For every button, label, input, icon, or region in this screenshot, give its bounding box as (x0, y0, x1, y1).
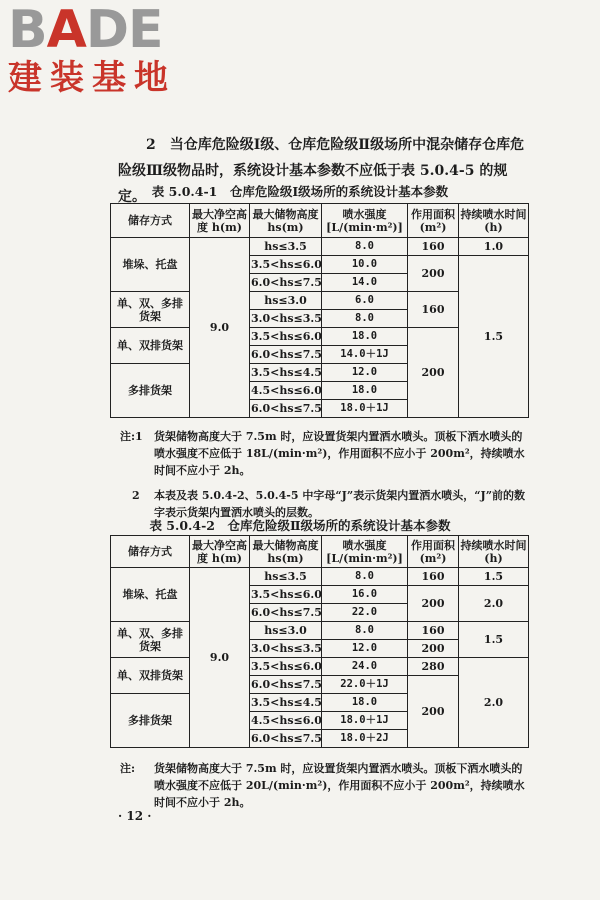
storage-height-cell: 3.0<hs≤3.5 (250, 640, 322, 658)
header-cell: 喷水强度 [L/(min·m²)] (322, 204, 408, 238)
header-cell: 作用面积 (m²) (408, 204, 459, 238)
storage-method-cell: 堆垛、托盘 (111, 238, 190, 292)
area-cell: 200 (408, 676, 459, 748)
storage-height-cell: 3.5<hs≤6.0 (250, 586, 322, 604)
intensity-cell: 8.0 (322, 238, 408, 256)
intensity-cell: 14.0 (322, 274, 408, 292)
table-row (111, 658, 529, 676)
header-cell: 最大储物高度 hs(m) (250, 204, 322, 238)
header-cell: 最大储物高度 hs(m) (250, 536, 322, 568)
table-row (111, 568, 529, 586)
storage-height-cell: 4.5<hs≤6.0 (250, 712, 322, 730)
intensity-cell: 8.0 (322, 622, 408, 640)
header-cell: 作用面积 (m²) (408, 536, 459, 568)
storage-height-cell: hs≤3.0 (250, 292, 322, 310)
storage-height-cell: hs≤3.5 (250, 238, 322, 256)
storage-height-cell: 6.0<hs≤7.5 (250, 604, 322, 622)
header-cell: 喷水强度 [L/(min·m²)] (322, 536, 408, 568)
storage-height-cell: 3.5<hs≤4.5 (250, 694, 322, 712)
intensity-cell: 18.0 (322, 328, 408, 346)
header-cell: 最大净空高度 h(m) (190, 536, 250, 568)
intensity-cell: 8.0 (322, 568, 408, 586)
table1 (110, 203, 529, 418)
intensity-cell: 16.0 (322, 586, 408, 604)
duration-cell: 1.5 (459, 568, 529, 586)
table-row (111, 238, 529, 256)
storage-height-cell: hs≤3.5 (250, 568, 322, 586)
storage-method-cell: 单、双、多排货架 (111, 622, 190, 658)
table-row (111, 622, 529, 640)
storage-method-cell: 多排货架 (111, 364, 190, 418)
area-cell: 160 (408, 568, 459, 586)
storage-height-cell: 6.0<hs≤7.5 (250, 346, 322, 364)
table1-notes (120, 428, 528, 521)
intensity-cell: 24.0 (322, 658, 408, 676)
intensity-cell: 12.0 (322, 640, 408, 658)
bade-logo (8, 0, 188, 98)
duration-cell: 2.0 (459, 586, 529, 622)
intensity-cell: 18.0＋1J (322, 712, 408, 730)
clause-paragraph: 2 当仓库危险级Ⅰ级、仓库危险级Ⅱ级场所中混杂储存仓库危险级Ⅲ级物品时，系统设计基本参数不应低于表 5.0.4-5 的规定。 (118, 137, 525, 205)
header-cell: 持续喷水时间(h) (459, 536, 529, 568)
header-cell: 持续喷水时间(h) (459, 204, 529, 238)
storage-height-cell: 6.0<hs≤7.5 (250, 274, 322, 292)
header-cell: 最大净空高度 h(m) (190, 204, 250, 238)
intensity-cell: 18.0 (322, 694, 408, 712)
area-cell: 200 (408, 256, 459, 292)
storage-height-cell: 3.5<hs≤6.0 (250, 328, 322, 346)
storage-height-cell: hs≤3.0 (250, 622, 322, 640)
intensity-cell: 10.0 (322, 256, 408, 274)
clearance-height-cell: 9.0 (190, 568, 250, 748)
storage-height-cell: 6.0<hs≤7.5 (250, 730, 322, 748)
duration-cell: 2.0 (459, 658, 529, 748)
page-number: · 12 · (118, 809, 152, 823)
storage-height-cell: 4.5<hs≤6.0 (250, 382, 322, 400)
table1-header-row (111, 204, 529, 238)
storage-height-cell: 3.5<hs≤6.0 (250, 256, 322, 274)
note-label: 注: (120, 762, 136, 775)
area-cell: 280 (408, 658, 459, 676)
area-cell: 160 (408, 238, 459, 256)
intensity-cell: 18.0 (322, 382, 408, 400)
table1-caption: 表 5.0.4-1 仓库危险级Ⅰ级场所的系统设计基本参数 (151, 184, 449, 199)
note-item (120, 760, 528, 811)
storage-height-cell: 3.5<hs≤6.0 (250, 658, 322, 676)
storage-method-cell: 多排货架 (111, 694, 190, 748)
storage-height-cell: 3.0<hs≤3.5 (250, 310, 322, 328)
header-cell: 储存方式 (111, 204, 190, 238)
area-cell: 160 (408, 622, 459, 640)
intensity-cell: 18.0＋1J (322, 400, 408, 418)
duration-cell: 1.5 (459, 256, 529, 418)
intensity-cell: 8.0 (322, 310, 408, 328)
area-cell: 200 (408, 586, 459, 622)
area-cell: 200 (408, 328, 459, 418)
storage-method-cell: 单、双排货架 (111, 658, 190, 694)
intensity-cell: 18.0＋2J (322, 730, 408, 748)
area-cell: 200 (408, 640, 459, 658)
clearance-height-cell: 9.0 (190, 238, 250, 418)
intensity-cell: 6.0 (322, 292, 408, 310)
logo-wordmark: BADE (8, 0, 163, 60)
note-text: 货架储物高度大于 7.5m 时，应设置货架内置洒水喷头。顶板下洒水喷头的喷水强度不应低于 20L/(min·m²)，作用面积不应小于 200m²，持续喷水时间不应小于 2h。 (154, 762, 525, 809)
logo-subtitle: 建装基地 (8, 58, 176, 98)
table2-caption: 表 5.0.4-2 仓库危险级Ⅱ级场所的系统设计基本参数 (149, 518, 451, 533)
intensity-cell: 12.0 (322, 364, 408, 382)
duration-cell: 1.0 (459, 238, 529, 256)
duration-cell: 1.5 (459, 622, 529, 658)
note-item (120, 428, 528, 479)
table2-notes (120, 760, 528, 811)
note-label: 2 (132, 489, 140, 502)
intensity-cell: 22.0＋1J (322, 676, 408, 694)
table2 (110, 535, 529, 748)
intensity-cell: 22.0 (322, 604, 408, 622)
area-cell: 160 (408, 292, 459, 328)
storage-height-cell: 6.0<hs≤7.5 (250, 676, 322, 694)
note-label: 注:1 (120, 430, 143, 443)
table2-header-row (111, 536, 529, 568)
header-cell: 储存方式 (111, 536, 190, 568)
storage-method-cell: 单、双、多排货架 (111, 292, 190, 328)
storage-height-cell: 6.0<hs≤7.5 (250, 400, 322, 418)
storage-method-cell: 堆垛、托盘 (111, 568, 190, 622)
storage-height-cell: 3.5<hs≤4.5 (250, 364, 322, 382)
intensity-cell: 14.0＋1J (322, 346, 408, 364)
note-text: 货架储物高度大于 7.5m 时，应设置货架内置洒水喷头。顶板下洒水喷头的喷水强度不应低于 18L/(min·m²)，作用面积不应小于 200m²，持续喷水时间不应小于 2h。 (154, 430, 525, 477)
storage-method-cell: 单、双排货架 (111, 328, 190, 364)
note-text: 本表及表 5.0.4-2、5.0.4-5 中字母“J”表示货架内置洒水喷头，“J”前的数字表示货架内置洒水喷头的层数。 (154, 489, 526, 519)
